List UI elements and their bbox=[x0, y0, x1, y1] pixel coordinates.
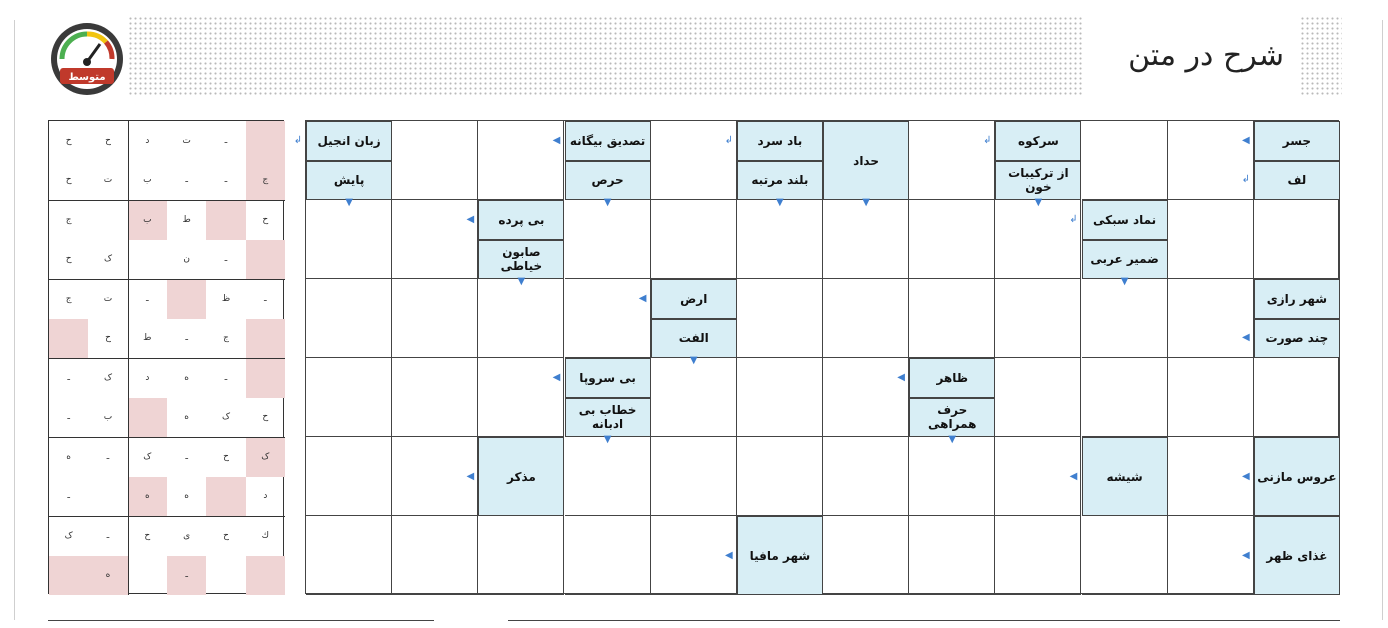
key-cell: ـ bbox=[67, 372, 70, 383]
clue-cell: ظاهر bbox=[909, 358, 995, 398]
key-cell: ح bbox=[223, 451, 229, 462]
clue-cell: صابون خیاطی bbox=[478, 240, 564, 280]
key-cell: ـ bbox=[67, 412, 70, 423]
key-cell: د bbox=[145, 372, 150, 383]
clue-arrow-icon: ▼ bbox=[948, 434, 957, 445]
key-divider bbox=[49, 279, 285, 280]
key-cell: ت bbox=[182, 135, 191, 146]
key-cell bbox=[128, 240, 167, 280]
clue-arrow-icon: ▼ bbox=[1034, 197, 1043, 208]
grid-cell[interactable] bbox=[392, 279, 478, 358]
clue-arrow-icon: ▼ bbox=[345, 197, 353, 208]
grid-cell[interactable] bbox=[1168, 358, 1254, 437]
clue-arrow-icon: ↲ bbox=[724, 134, 734, 146]
key-cell: ـ bbox=[224, 135, 228, 146]
grid-cell[interactable] bbox=[995, 358, 1081, 437]
key-cell: ـ bbox=[185, 333, 188, 344]
grid-cell[interactable] bbox=[565, 434, 651, 516]
clue-arrow-icon: ▼ bbox=[1120, 276, 1129, 287]
grid-cell[interactable] bbox=[1254, 358, 1340, 437]
key-cell bbox=[206, 200, 245, 240]
key-cell bbox=[88, 477, 127, 517]
grid-cell[interactable] bbox=[306, 279, 392, 358]
clue-arrow-icon: ◀ bbox=[638, 292, 647, 304]
grid-cell[interactable] bbox=[306, 197, 392, 279]
grid-cell[interactable] bbox=[478, 276, 564, 358]
clue-cell: خطاب بی ادبانه bbox=[565, 398, 651, 438]
key-cell bbox=[88, 200, 127, 240]
grid-cell[interactable] bbox=[823, 358, 909, 437]
grid-cell[interactable] bbox=[737, 358, 823, 437]
grid-cell[interactable] bbox=[478, 358, 564, 437]
difficulty-label: متوسط bbox=[68, 72, 106, 83]
key-cell: ه bbox=[88, 556, 127, 596]
grid-cell[interactable] bbox=[823, 197, 909, 279]
clue-arrow-icon: ◀ bbox=[552, 134, 561, 146]
grid-cell[interactable] bbox=[909, 279, 995, 358]
key-cell bbox=[49, 319, 88, 359]
key-cell: ح bbox=[144, 530, 151, 541]
key-cell bbox=[246, 240, 285, 280]
grid-cell[interactable] bbox=[392, 121, 478, 200]
key-cell bbox=[246, 121, 285, 161]
grid-cell[interactable] bbox=[565, 197, 651, 279]
clue-arrow-icon: ↲ bbox=[293, 134, 303, 146]
key-cell: ـ bbox=[146, 293, 149, 304]
key-divider bbox=[49, 437, 285, 438]
clue-cell: حداد bbox=[823, 121, 909, 200]
clue-cell: از ترکیبات خون bbox=[995, 161, 1081, 201]
key-cell: ک bbox=[103, 254, 113, 265]
key-cell bbox=[246, 358, 285, 398]
key-cell: ب bbox=[128, 200, 167, 240]
key-cell: ح bbox=[223, 530, 229, 541]
key-cell: ك bbox=[261, 530, 270, 541]
key-cell: ـ bbox=[224, 254, 228, 265]
grid-cell[interactable] bbox=[823, 516, 909, 595]
grid-cell[interactable] bbox=[306, 358, 392, 437]
header-dot-band-right bbox=[1300, 16, 1342, 96]
answer-divider bbox=[508, 620, 1340, 621]
grid-cell[interactable] bbox=[478, 516, 564, 595]
clue-arrow-icon: ◀ bbox=[1241, 470, 1250, 482]
grid-cell[interactable] bbox=[306, 437, 392, 516]
key-cell: ک bbox=[64, 530, 73, 541]
key-cell: ظ bbox=[221, 293, 231, 304]
key-cell: د bbox=[263, 491, 268, 502]
key-cell bbox=[206, 477, 245, 517]
clue-arrow-icon: ↲ bbox=[1069, 213, 1078, 225]
page-margin-line bbox=[14, 20, 15, 620]
key-cell: ه bbox=[184, 372, 190, 383]
grid-cell[interactable] bbox=[565, 516, 651, 595]
grid-cell[interactable] bbox=[995, 516, 1081, 595]
clue-cell: الفت bbox=[651, 319, 737, 359]
key-cell: ک bbox=[221, 412, 231, 423]
clue-arrow-icon: ◀ bbox=[1241, 134, 1250, 146]
grid-cell[interactable] bbox=[909, 516, 995, 595]
key-cell: ب bbox=[103, 412, 113, 423]
key-cell: ـ bbox=[185, 451, 188, 462]
key-divider bbox=[49, 200, 285, 201]
clue-arrow-icon: ↲ bbox=[1241, 174, 1251, 186]
clue-cell: ضمیر عربی bbox=[1082, 240, 1168, 280]
grid-cell[interactable] bbox=[909, 200, 995, 279]
key-cell: ت bbox=[103, 175, 113, 186]
key-cell: ک bbox=[143, 451, 152, 462]
key-cell bbox=[128, 556, 167, 596]
grid-cell[interactable] bbox=[1168, 200, 1254, 279]
grid-cell[interactable] bbox=[565, 279, 651, 358]
key-cell: ح bbox=[105, 333, 111, 344]
grid-cell[interactable] bbox=[651, 355, 737, 437]
clue-arrow-icon: ▼ bbox=[689, 355, 698, 366]
key-cell bbox=[246, 556, 285, 596]
key-cell bbox=[128, 398, 167, 438]
key-cell: ه bbox=[184, 491, 190, 502]
key-cell: ح bbox=[65, 175, 72, 186]
key-cell: ک bbox=[246, 437, 285, 477]
key-cell: ـ bbox=[224, 372, 228, 383]
header-dot-band bbox=[128, 16, 1082, 96]
key-cell: ـ bbox=[106, 530, 110, 541]
key-cell: ب bbox=[143, 175, 152, 186]
difficulty-gauge-icon bbox=[48, 20, 126, 98]
grid-cell[interactable] bbox=[1168, 279, 1254, 358]
grid-cell[interactable] bbox=[909, 121, 995, 200]
answer-key-grid bbox=[48, 120, 284, 594]
clue-cell: حرف همراهی bbox=[909, 398, 995, 438]
clue-arrow-icon: ◀ bbox=[1069, 470, 1078, 482]
grid-cell[interactable] bbox=[995, 279, 1081, 358]
clue-cell: پایش bbox=[306, 161, 392, 201]
key-cell: ح bbox=[262, 412, 269, 423]
grid-cell[interactable] bbox=[1082, 516, 1168, 595]
key-cell: ح bbox=[65, 254, 72, 265]
clue-cell: بلند مرتبه bbox=[737, 161, 823, 201]
key-cell: ج bbox=[223, 333, 229, 344]
clue-cell: شهر مافیا bbox=[737, 516, 823, 595]
key-cell: ـ bbox=[264, 293, 267, 304]
grid-cell[interactable] bbox=[823, 437, 909, 516]
key-cell bbox=[167, 279, 206, 319]
key-cell: ـ bbox=[224, 175, 228, 186]
clue-cell: چند صورت bbox=[1254, 319, 1340, 359]
key-cell: ج bbox=[65, 293, 72, 304]
key-cell: ج bbox=[65, 214, 72, 225]
key-cell: ط bbox=[182, 214, 191, 225]
key-cell: ت bbox=[103, 293, 113, 304]
key-cell bbox=[49, 556, 88, 596]
key-cell: ـ bbox=[185, 175, 188, 186]
clue-cell: بی پرده bbox=[478, 200, 564, 240]
clue-cell: سرکوه bbox=[995, 121, 1081, 161]
clue-arrow-icon: ◀ bbox=[1241, 549, 1250, 561]
clue-arrow-icon: ▼ bbox=[603, 434, 612, 445]
key-cell: ح bbox=[105, 135, 111, 146]
key-cell: ه bbox=[66, 451, 72, 462]
clue-cell: لف bbox=[1254, 161, 1340, 201]
key-cell: ن bbox=[183, 254, 190, 265]
clue-arrow-icon: ◀ bbox=[897, 371, 905, 383]
grid-cell[interactable] bbox=[1082, 276, 1168, 358]
grid-cell[interactable] bbox=[1082, 358, 1168, 437]
clue-arrow-icon: ◀ bbox=[1241, 332, 1250, 344]
clue-arrow-icon: ◀ bbox=[466, 470, 475, 482]
key-cell: ط bbox=[143, 333, 152, 344]
key-divider bbox=[49, 516, 285, 517]
answer-divider bbox=[48, 620, 434, 621]
grid-cell[interactable] bbox=[737, 197, 823, 279]
key-cell: ـ bbox=[106, 451, 110, 462]
key-cell: ه bbox=[184, 412, 190, 423]
grid-cell[interactable] bbox=[651, 437, 737, 516]
clue-cell: ارض bbox=[651, 279, 737, 319]
clue-cell: بی سروپا bbox=[565, 358, 651, 398]
grid-cell[interactable] bbox=[823, 279, 909, 358]
key-cell bbox=[246, 319, 285, 359]
key-cell: ه bbox=[128, 477, 167, 517]
grid-cell[interactable] bbox=[392, 358, 478, 437]
clue-cell: عروس مازنی bbox=[1254, 437, 1340, 516]
grid-cell[interactable] bbox=[1082, 121, 1168, 200]
clue-arrow-icon: ▼ bbox=[603, 197, 612, 208]
key-cell: ـ bbox=[167, 556, 206, 596]
clue-cell: تصدیق بیگانه bbox=[565, 121, 651, 161]
key-cell: ح bbox=[65, 135, 72, 146]
clue-arrow-icon: ▼ bbox=[776, 197, 784, 208]
grid-cell[interactable] bbox=[737, 437, 823, 516]
clue-arrow-icon: ▼ bbox=[517, 276, 526, 287]
grid-cell[interactable] bbox=[392, 200, 478, 279]
key-cell: ج bbox=[246, 161, 285, 201]
key-divider bbox=[128, 121, 129, 595]
clue-cell: نماد سبکی bbox=[1082, 200, 1168, 240]
key-cell: ـ bbox=[67, 491, 70, 502]
grid-cell[interactable] bbox=[651, 200, 737, 279]
clue-arrow-icon: ◀ bbox=[466, 213, 475, 225]
grid-cell[interactable] bbox=[995, 197, 1081, 279]
grid-cell[interactable] bbox=[306, 516, 392, 595]
grid-cell[interactable] bbox=[1254, 200, 1340, 279]
clue-arrow-icon: ◀ bbox=[552, 371, 561, 383]
key-cell bbox=[206, 556, 245, 596]
key-cell: ی bbox=[183, 530, 191, 541]
key-cell: ح bbox=[262, 214, 269, 225]
grid-cell[interactable] bbox=[392, 516, 478, 595]
grid-cell[interactable] bbox=[909, 434, 995, 516]
page-margin-line bbox=[1382, 20, 1383, 620]
grid-cell[interactable] bbox=[737, 279, 823, 358]
clue-cell: باد سرد bbox=[737, 121, 823, 161]
clue-arrow-icon: ↲ bbox=[983, 134, 992, 146]
clue-arrow-icon: ▼ bbox=[862, 197, 870, 208]
clue-cell: مذکر bbox=[478, 437, 564, 516]
clue-cell: غذای ظهر bbox=[1254, 516, 1340, 595]
clue-cell: شهر رازی bbox=[1254, 279, 1340, 319]
clue-cell: زبان انجیل bbox=[306, 121, 392, 161]
grid-cell[interactable] bbox=[1168, 121, 1254, 200]
clue-cell: حرص bbox=[565, 161, 651, 201]
grid-cell[interactable] bbox=[651, 121, 737, 200]
crossword-grid[interactable] bbox=[293, 120, 1339, 594]
clue-arrow-icon: ◀ bbox=[724, 549, 733, 561]
key-cell: د bbox=[145, 135, 150, 146]
grid-cell[interactable] bbox=[478, 121, 564, 200]
key-cell: ک bbox=[103, 372, 113, 383]
clue-cell: جسر bbox=[1254, 121, 1340, 161]
page-title: شرح در متن bbox=[1128, 38, 1284, 73]
key-divider bbox=[49, 358, 285, 359]
clue-cell: شیشه bbox=[1082, 437, 1168, 516]
